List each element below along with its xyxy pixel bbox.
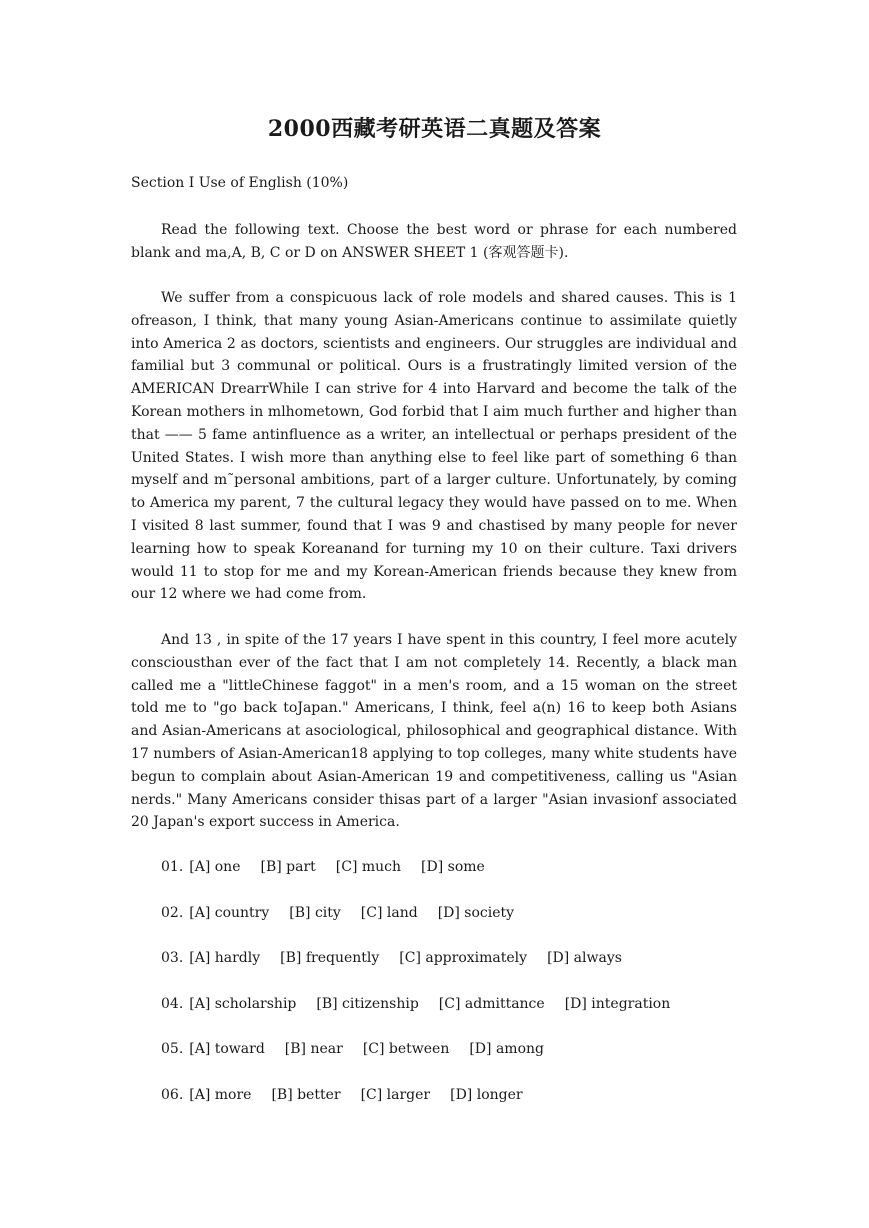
question-item xyxy=(161,993,690,1039)
option-b: [B] citizenship xyxy=(316,995,419,1012)
option-d: [D] among xyxy=(469,1041,544,1058)
question-item xyxy=(161,1084,690,1130)
option-d: [D] always xyxy=(547,950,622,967)
option-a: [A] one xyxy=(189,859,241,875)
option-d: [D] longer xyxy=(450,1086,523,1103)
question-number: 06. xyxy=(161,1086,184,1103)
option-b: [B] city xyxy=(289,904,341,921)
question-number: 05. xyxy=(161,1041,184,1058)
option-d: [D] society xyxy=(437,904,515,921)
question-number: 04. xyxy=(161,995,184,1012)
option-b: [B] near xyxy=(284,1041,343,1058)
option-c: [C] much xyxy=(335,859,402,875)
question-item xyxy=(161,902,690,948)
option-c: [C] larger xyxy=(360,1086,431,1103)
question-list xyxy=(161,856,690,1130)
passage-paragraph-1: We suffer from a conspicuous lack of role models and shared causes. This is 1 ofreason, I think, that many young Asian-Americans continue to assimilate quietly into America 2 as doctors, scientists and engineers. Our struggles are individual and familial but 3 communal or political. Ours is a frustratingly limited version of the AMERICAN DrearrWhile I can strive for 4 into Harvard and become the talk of the Korean mothers in mlhometown, God forbid that I aim much further and higher than that —— 5 fame antinfluence as a writer, an intellectual or perhaps president of the United States. I wish more than anything else to feel like part of something 6 than myself and m˜personal ambitions, part of a larger culture. Unfortunately, by coming to America my parent, 7 the cultural legacy they would have passed on to me. When I visited 8 last summer, found that I was 9 and chastised by many people for never learning how to speak Koreanand for turning my 10 on their culture. Taxi drivers would 11 to stop for me and my Korean-American friends because they knew from our 12 where we had come from. xyxy=(131,290,737,603)
option-c: [C] admittance xyxy=(438,995,545,1012)
question-number: 03. xyxy=(161,950,184,967)
passage-paragraph-2: And 13 , in spite of the 17 years I have spent in this country, I feel more acutely consciousthan ever of the fact that I am not completely 14. Recently, a black man called me a "littleChinese faggot" in a men's room, and a 15 woman on the street told me to "go back toJapan." Americans, I think, feel a(n) 16 to keep both Asians and Asian-Americans at asociological, philosophical and geographical distance. With 17 numbers of Asian-American18 applying to top colleges, many white students have begun to complain about Asian-American 19 and competitiveness, calling us "Asian nerds." Many Americans consider thisas part of a larger "Asian invasionf associated 20 Japan's export success in America. xyxy=(131,632,737,831)
option-a: [A] hardly xyxy=(189,950,261,967)
section-heading: Section I Use of English (10%) xyxy=(131,175,349,191)
question-number: 02. xyxy=(161,904,184,921)
option-a: [A] more xyxy=(189,1086,252,1103)
option-a: [A] toward xyxy=(189,1041,265,1058)
option-c: [C] land xyxy=(360,904,418,921)
question-item xyxy=(161,947,690,993)
option-b: [B] part xyxy=(260,859,316,875)
instructions-paragraph: Read the following text. Choose the best word or phrase for each numbered blank and ma,A, B, C or D on ANSWER SHEET 1 (客观答题卡). xyxy=(131,222,737,261)
option-a: [A] scholarship xyxy=(189,995,297,1012)
option-c: [C] approximately xyxy=(399,950,528,967)
question-item xyxy=(161,1038,690,1084)
option-a: [A] country xyxy=(189,904,270,921)
document-title: 2000西藏考研英语二真题及答案 xyxy=(267,116,602,142)
option-b: [B] better xyxy=(271,1086,341,1103)
option-d: [D] integration xyxy=(564,995,671,1012)
question-item xyxy=(161,856,690,902)
option-d: [D] some xyxy=(421,859,485,875)
option-b: [B] frequently xyxy=(280,950,380,967)
option-c: [C] between xyxy=(362,1041,450,1058)
question-number: 01. xyxy=(161,859,184,875)
